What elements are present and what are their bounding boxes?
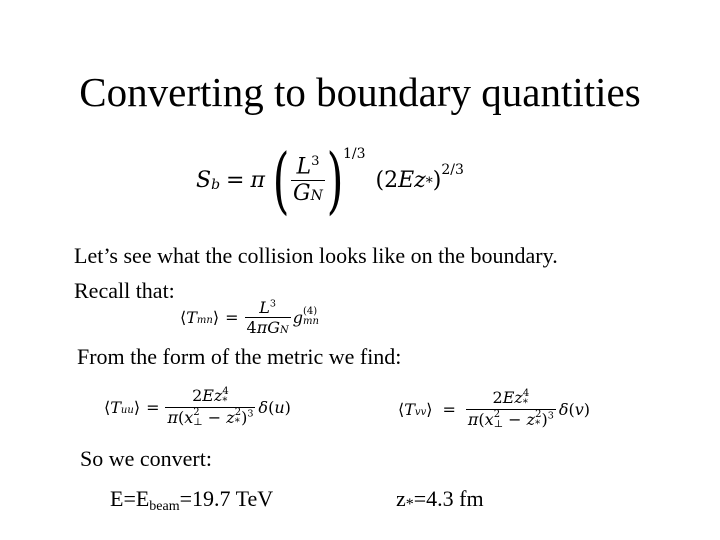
tvv-equation: ⟨Tvv⟩ = 2Ez 4 * π(x 2 ⊥ − z 2 * )$^3$ δ ( v ) (398, 387, 591, 430)
slide-title: Converting to boundary quantities (79, 69, 641, 115)
entropy-equation: S b = π ( $\frac{L^3}{GN}$ ) 1/3 (2Ez*) 2/3 (196, 138, 464, 222)
stress-tensor-equation: ⟨Tmn⟩ = $\frac{L^3}{\text{4πGN}}$ g (4) mn (180, 297, 319, 337)
z-value: z*=4.3 fm (396, 486, 484, 513)
tuu-equation: ⟨Tuu⟩ = 2Ez 4 * π(x 2 ⊥ − z 2 * )$^3$ δ ( u ) (104, 385, 291, 428)
line-convert: So we convert: (80, 446, 212, 471)
line-collision: Let’s see what the collision looks like on the boundary. (74, 243, 558, 268)
energy-value: E=Ebeam=19.7 TeV (110, 486, 274, 514)
line-metric: From the form of the metric we find: (77, 344, 402, 369)
line-recall: Recall that: (74, 278, 175, 303)
